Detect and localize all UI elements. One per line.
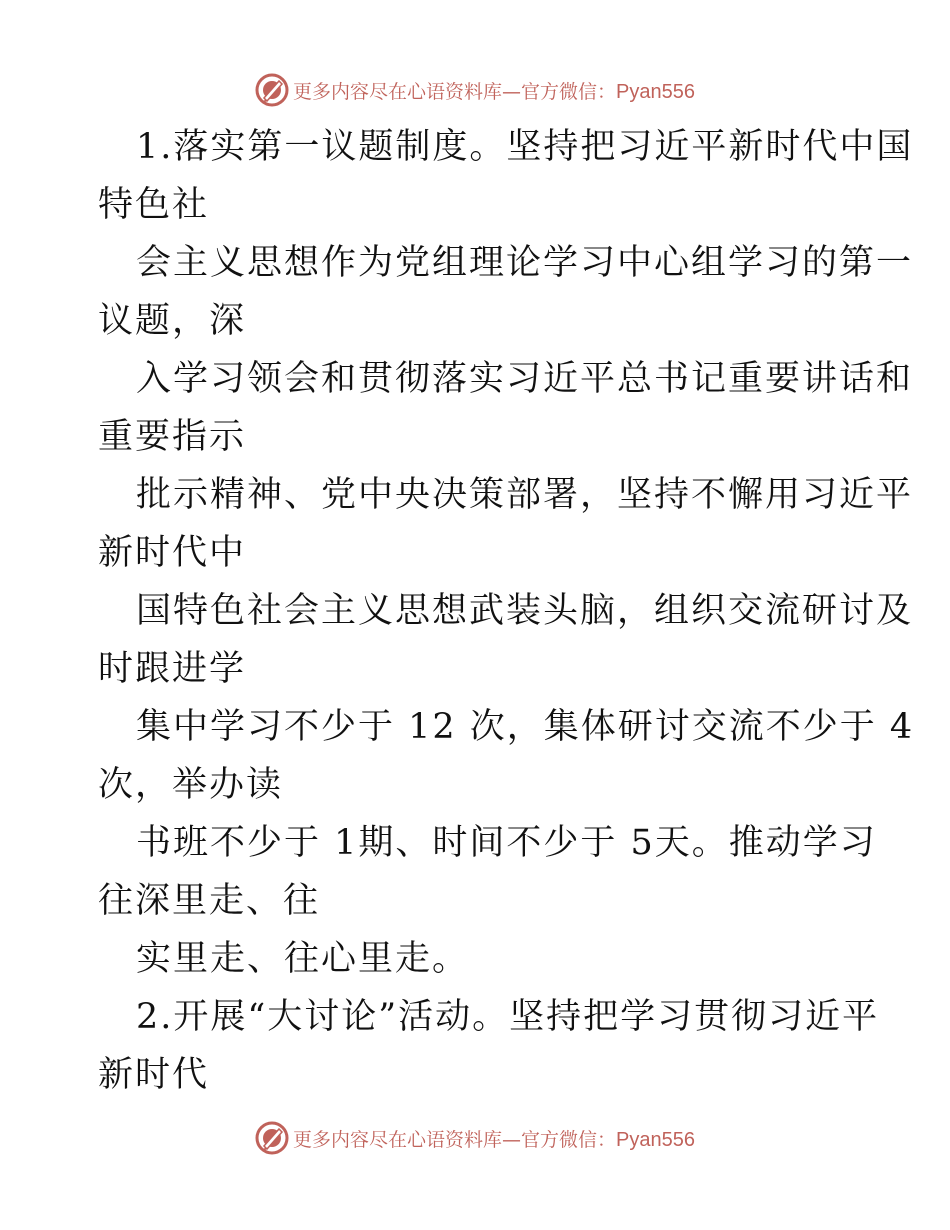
text-line: 2.开展“大讨论”活动。坚持把学习贯彻习近平 <box>136 997 880 1037</box>
text-line: 实里走、往心里走。 <box>136 939 470 979</box>
body-text <box>98 118 915 1104</box>
seal-logo-icon <box>255 1121 289 1155</box>
text-line: 时跟进学 <box>98 649 247 689</box>
text-line: 书班不少于 1期、时间不少于 5天。推动学习 <box>136 823 877 863</box>
text-line: 1.落实第一议题制度。坚持把习近平新时代中国 <box>136 127 914 167</box>
text-line: 新时代中 <box>98 533 247 573</box>
banner-separator: — <box>502 1128 522 1151</box>
text-line: 新时代 <box>98 1055 210 1095</box>
wechat-label: 官方微信： <box>521 80 617 103</box>
text-line: 入学习领会和贯彻落实习近平总书记重要讲话和 <box>136 359 914 399</box>
text-line: 批示精神、党中央决策部署，坚持不懈用习近平 <box>136 475 914 515</box>
wechat-account: Pyan556 <box>616 1128 695 1151</box>
text-line: 集中学习不少于 12 次，集体研讨交流不少于 4 <box>136 707 915 747</box>
banner-separator: — <box>502 80 522 103</box>
banner-text: 更多内容尽在心语资料库 <box>293 1128 503 1151</box>
text-line: 往深里走、往 <box>98 881 321 921</box>
text-line: 国特色社会主义思想武装头脑，组织交流研讨及 <box>136 591 914 631</box>
wechat-account: Pyan556 <box>616 80 695 103</box>
text-line: 议题，深 <box>98 301 247 341</box>
text-line: 重要指示 <box>98 417 247 457</box>
text-line: 特色社 <box>98 185 210 225</box>
seal-logo-icon <box>255 73 289 107</box>
text-line: 次，举办读 <box>98 765 284 805</box>
banner-text: 更多内容尽在心语资料库 <box>293 80 503 103</box>
footer-banner <box>0 1118 950 1158</box>
text-line: 会主义思想作为党组理论学习中心组学习的第一 <box>136 243 914 283</box>
wechat-label: 官方微信： <box>521 1128 617 1151</box>
header-banner <box>0 70 950 110</box>
